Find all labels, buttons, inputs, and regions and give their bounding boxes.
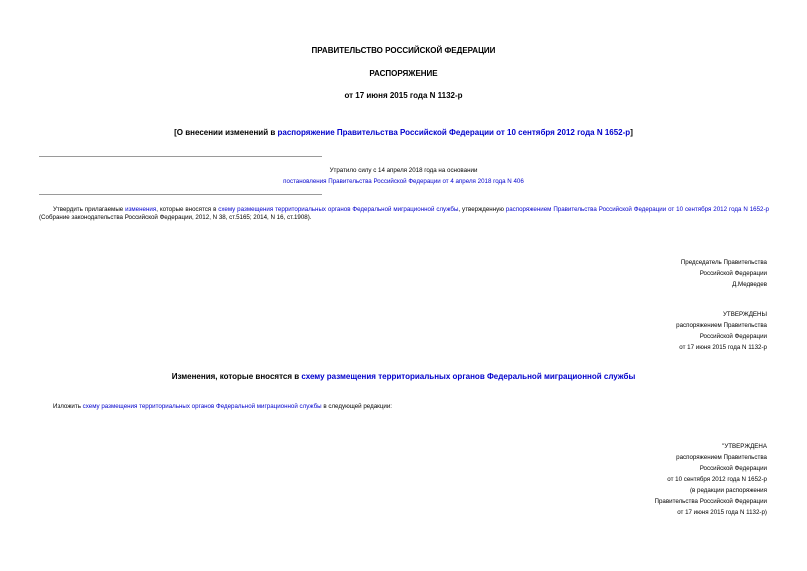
approved2-line-7: от 17 июня 2015 года N 1132-р) <box>677 509 767 516</box>
link-order-1652[interactable]: распоряжением Правительства Российской Федерации от 10 сентября 2012 года N 1652-р <box>505 206 769 213</box>
title-open: [О внесении изменений в <box>174 128 278 137</box>
instruction-text-a: Изложить <box>53 403 83 410</box>
body-text-c: , утвержденную <box>458 206 506 213</box>
document-title <box>0 128 807 138</box>
body-text-d: (Собрание законодательства Российской Федерации, 2012, N 38, ст.5165; 2014, N 16, ст.1908). <box>39 214 312 221</box>
signature-line-2: Российской Федерации <box>699 270 767 277</box>
instruction-paragraph <box>53 403 392 411</box>
approved-line-1: УТВЕРЖДЕНЫ <box>723 311 767 318</box>
body-text-b: , которые вносятся в <box>156 206 219 213</box>
approved-line-2: распоряжением Правительства <box>676 322 767 329</box>
signature-block <box>681 259 767 289</box>
changes-title-link[interactable]: схему размещения территориальных органов Федеральной миграционной службы <box>301 372 636 381</box>
title-link[interactable]: распоряжение Правительства Российской Федерации от 10 сентября 2012 года N 1652-р <box>277 128 631 137</box>
divider-top <box>39 156 322 157</box>
divider-bottom <box>39 194 322 195</box>
approved2-line-1: "УТВЕРЖДЕНА <box>722 443 767 450</box>
title-close: ] <box>630 128 633 137</box>
approved-line-4: от 17 июня 2015 года N 1132-р <box>679 344 767 351</box>
approved-line-3: Российской Федерации <box>699 333 767 340</box>
approved2-line-5: (в редакции распоряжения <box>689 487 767 494</box>
changes-title-text: Изменения, которые вносятся в <box>171 372 302 381</box>
changes-title <box>0 372 807 382</box>
org-heading: ПРАВИТЕЛЬСТВО РОССИЙСКОЙ ФЕДЕРАЦИИ <box>311 46 496 55</box>
approved-block <box>676 311 767 352</box>
status-link[interactable]: постановления Правительства Российской Федерации от 4 апреля 2018 года N 406 <box>283 178 524 185</box>
approved2-line-2: распоряжением Правительства <box>676 454 767 461</box>
signature-line-1: Председатель Правительства <box>680 259 767 266</box>
instruction-text-b: в следующей редакции: <box>321 403 393 410</box>
approved2-line-6: Правительства Российской Федерации <box>654 498 767 505</box>
body-text-a: Утвердить прилагаемые <box>53 206 126 213</box>
approved2-line-4: от 10 сентября 2012 года N 1652-р <box>667 476 767 483</box>
body-paragraph <box>39 206 769 222</box>
approved2-line-3: Российской Федерации <box>699 465 767 472</box>
instruction-link[interactable]: схему размещения территориальных органов Федеральной миграционной службы <box>82 403 322 410</box>
signature-name: Д.Медведев <box>732 281 767 288</box>
link-scheme[interactable]: схему размещения территориальных органов Федеральной миграционной службы <box>218 206 459 213</box>
doc-type-heading: РАСПОРЯЖЕНИЕ <box>369 69 438 78</box>
status-line-1: Утратило силу с 14 апреля 2018 года на основании <box>329 167 478 174</box>
link-changes[interactable]: изменения <box>125 206 157 213</box>
approved-block-2 <box>655 443 768 517</box>
doc-date-number: от 17 июня 2015 года N 1132-р <box>344 91 463 100</box>
